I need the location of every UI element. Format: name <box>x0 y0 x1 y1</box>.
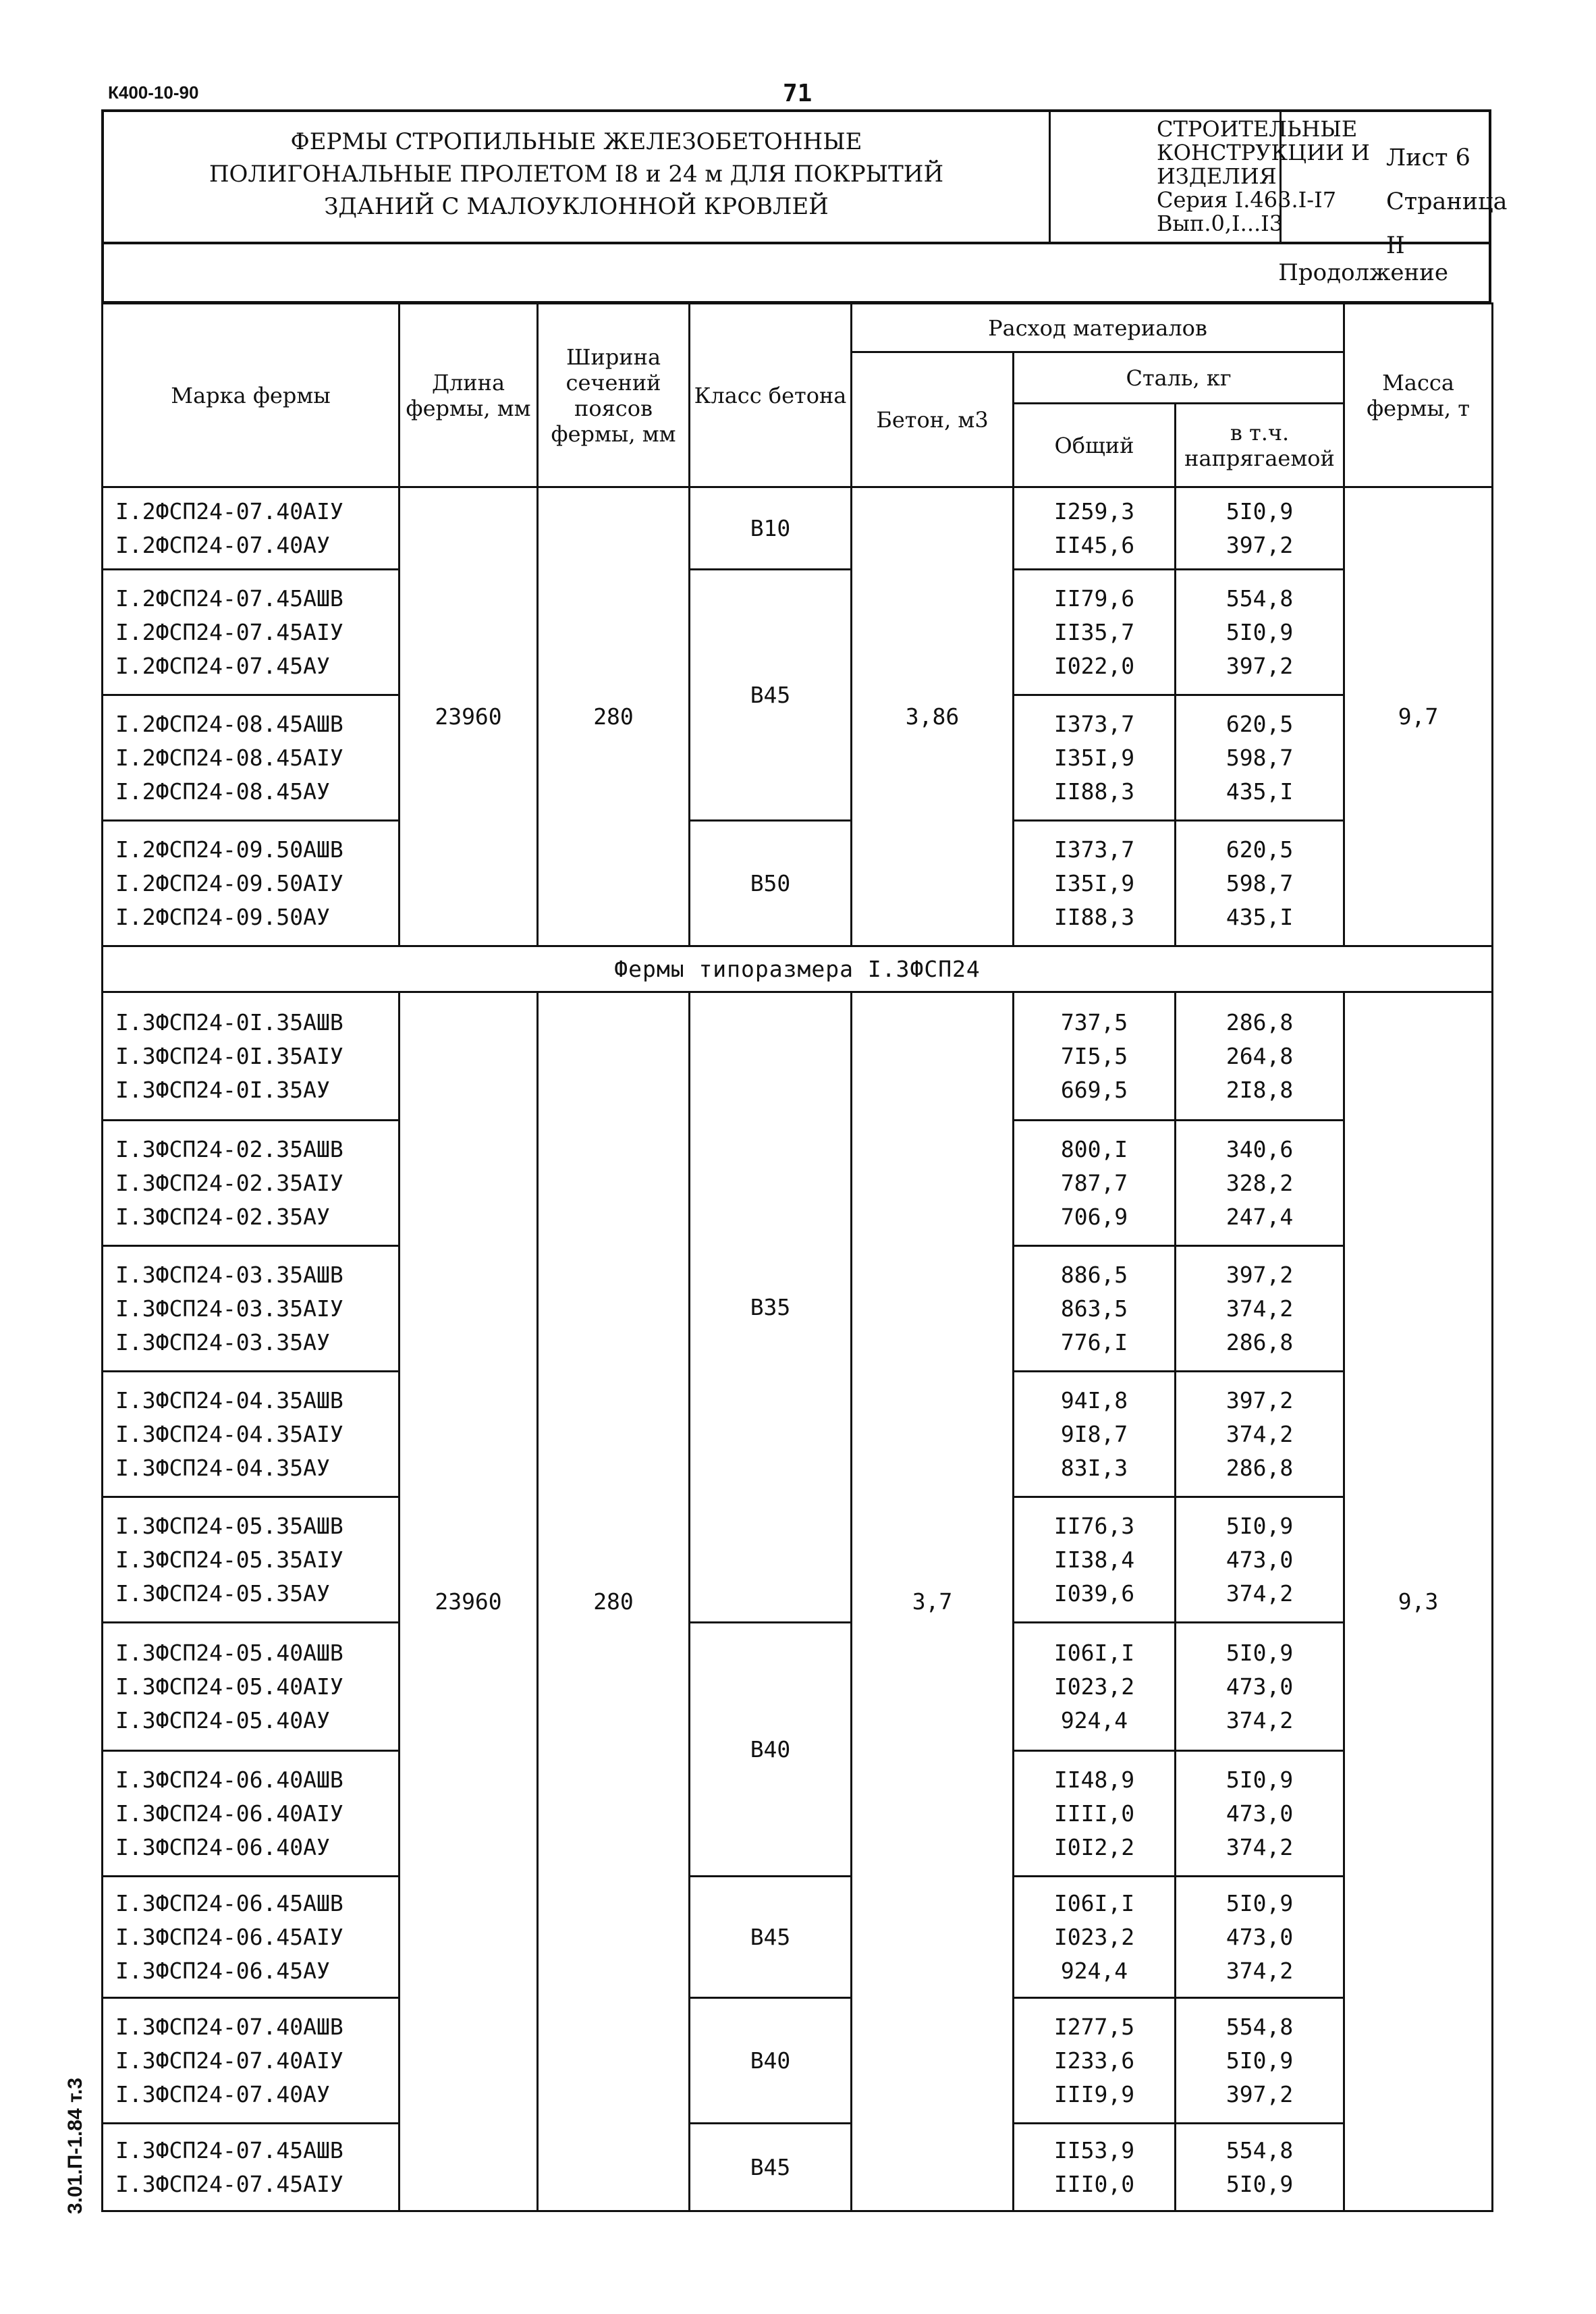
steel-prestressed: 397,2 374,2 286,8 <box>1176 1372 1344 1497</box>
title-line-1: ФЕРМЫ СТРОПИЛЬНЫЕ ЖЕЛЕЗОБЕТОННЫЕ <box>290 128 862 155</box>
steel-total: 94I,8 9I8,7 83I,3 <box>1014 1372 1176 1497</box>
mass-value: 9,7 <box>1344 487 1493 946</box>
steel-prestressed: 5I0,9 473,0 374,2 <box>1176 1497 1344 1623</box>
col-mark: Марка фермы <box>103 304 400 487</box>
title-line-2: ПОЛИГОНАЛЬНЫЕ ПРОЛЕТОМ I8 и 24 м ДЛЯ ПОКРЫТИЙ <box>209 161 944 188</box>
section-title: Фермы типоразмера I.3ФСП24 <box>103 946 1493 992</box>
steel-prestressed: 5I0,9 397,2 <box>1176 487 1344 570</box>
col-concrete-class: Класс бетона <box>690 304 852 487</box>
class-value: B10 <box>690 487 852 570</box>
table-row-mark: I.3ФСП24-0I.35AШВ I.3ФСП24-0I.35AIУ I.3ФСП24-0I.35AУ <box>103 992 400 1121</box>
steel-prestressed: 620,5 598,7 435,I <box>1176 695 1344 821</box>
steel-prestressed: 340,6 328,2 247,4 <box>1176 1121 1344 1246</box>
series-line: КОНСТРУКЦИИ И <box>1157 140 1370 165</box>
steel-total: I06I,I I023,2 924,4 <box>1014 1623 1176 1751</box>
steel-total: II79,6 II35,7 I022,0 <box>1014 570 1176 695</box>
steel-total: I277,5 I233,6 III9,9 <box>1014 1998 1176 2124</box>
title-line-3: ЗДАНИЙ С МАЛОУКЛОННОЙ КРОВЛЕЙ <box>324 193 829 220</box>
steel-total: II76,3 II38,4 I039,6 <box>1014 1497 1176 1623</box>
series-line: Вып.0,I...I3 <box>1157 211 1284 236</box>
class-value: B40 <box>690 1623 852 1877</box>
length-value: 23960 <box>400 487 538 946</box>
series-line: СТРОИТЕЛЬНЫЕ <box>1157 116 1358 142</box>
sheet-number: Лист 6 <box>1386 144 1470 171</box>
col-steel-total: Общий <box>1014 404 1176 487</box>
steel-prestressed: 5I0,9 473,0 374,2 <box>1176 1877 1344 1998</box>
col-width: Ширина сечений поясов фермы, мм <box>538 304 690 487</box>
steel-total: 800,I 787,7 706,9 <box>1014 1121 1176 1246</box>
page-label: Страница II <box>1386 188 1508 259</box>
series-info <box>1157 117 1370 236</box>
materials-table <box>101 302 1493 2212</box>
page-number: 71 <box>783 80 813 107</box>
table-row-mark: I.2ФСП24-08.45AШВ I.2ФСП24-08.45AIУ I.2ФСП24-08.45AУ <box>103 695 400 821</box>
series-line: ИЗДЕЛИЯ <box>1157 163 1277 189</box>
class-value: B45 <box>690 570 852 821</box>
steel-total: 886,5 863,5 776,I <box>1014 1246 1176 1372</box>
col-concrete: Бетон, м3 <box>852 352 1014 487</box>
class-value: B45 <box>690 1877 852 1998</box>
steel-total: II48,9 IIII,0 I0I2,2 <box>1014 1751 1176 1877</box>
title-block <box>101 109 1508 259</box>
class-value: B45 <box>690 2124 852 2211</box>
steel-prestressed: 286,8 264,8 2I8,8 <box>1176 992 1344 1121</box>
table-row-mark: I.3ФСП24-04.35AШВ I.3ФСП24-04.35AIУ I.3ФСП24-04.35AУ <box>103 1372 400 1497</box>
document-code: К400-10-90 <box>108 82 199 103</box>
steel-prestressed: 620,5 598,7 435,I <box>1176 821 1344 946</box>
steel-total: I259,3 II45,6 <box>1014 487 1176 570</box>
continuation-label: Продолжение <box>1278 259 1448 286</box>
concrete-value: 3,86 <box>852 487 1014 946</box>
table-row-mark: I.3ФСП24-06.40AШВ I.3ФСП24-06.40AIУ I.3ФСП24-06.40AУ <box>103 1751 400 1877</box>
series-line: Серия I.463.I-I7 <box>1157 187 1337 213</box>
col-length: Длина фермы, мм <box>400 304 538 487</box>
length-value: 23960 <box>400 992 538 2211</box>
table-row-mark: I.3ФСП24-02.35AШВ I.3ФСП24-02.35AIУ I.3ФСП24-02.35AУ <box>103 1121 400 1246</box>
steel-total: I06I,I I023,2 924,4 <box>1014 1877 1176 1998</box>
document-title <box>104 126 1049 223</box>
col-mass: Масса фермы, т <box>1344 304 1493 487</box>
steel-total: 737,5 7I5,5 669,5 <box>1014 992 1176 1121</box>
continuation-row <box>101 244 1491 304</box>
col-steel: Сталь, кг <box>1014 352 1344 404</box>
class-value: B50 <box>690 821 852 946</box>
table-row-mark: I.2ФСП24-07.45AШВ I.2ФСП24-07.45AIУ I.2ФСП24-07.45AУ <box>103 570 400 695</box>
table-row-mark: I.3ФСП24-03.35AШВ I.3ФСП24-03.35AIУ I.3ФСП24-03.35AУ <box>103 1246 400 1372</box>
steel-prestressed: 554,8 5I0,9 397,2 <box>1176 1998 1344 2124</box>
side-code: 3.01.П-1.84 т.3 <box>64 2077 86 2214</box>
steel-prestressed: 5I0,9 473,0 374,2 <box>1176 1623 1344 1751</box>
steel-prestressed: 554,8 5I0,9 <box>1176 2124 1344 2211</box>
table-row-mark: I.3ФСП24-07.45AШВ I.3ФСП24-07.45AIУ <box>103 2124 400 2211</box>
table-row-mark: I.2ФСП24-07.40AIУ I.2ФСП24-07.40AУ <box>103 487 400 570</box>
steel-prestressed: 554,8 5I0,9 397,2 <box>1176 570 1344 695</box>
mass-value: 9,3 <box>1344 992 1493 2211</box>
width-value: 280 <box>538 487 690 946</box>
concrete-value: 3,7 <box>852 992 1014 2211</box>
col-materials: Расход материалов <box>852 304 1344 352</box>
table-row-mark: I.3ФСП24-06.45AШВ I.3ФСП24-06.45AIУ I.3ФСП24-06.45AУ <box>103 1877 400 1998</box>
steel-prestressed: 397,2 374,2 286,8 <box>1176 1246 1344 1372</box>
width-value: 280 <box>538 992 690 2211</box>
steel-total: I373,7 I35I,9 II88,3 <box>1014 821 1176 946</box>
table-row-mark: I.3ФСП24-05.40AШВ I.3ФСП24-05.40AIУ I.3ФСП24-05.40AУ <box>103 1623 400 1751</box>
table-row-mark: I.3ФСП24-07.40AШВ I.3ФСП24-07.40AIУ I.3ФСП24-07.40AУ <box>103 1998 400 2124</box>
class-value: B40 <box>690 1998 852 2124</box>
table-row-mark: I.2ФСП24-09.50AШВ I.2ФСП24-09.50AIУ I.2ФСП24-09.50AУ <box>103 821 400 946</box>
steel-total: I373,7 I35I,9 II88,3 <box>1014 695 1176 821</box>
class-value: B35 <box>690 992 852 1623</box>
steel-prestressed: 5I0,9 473,0 374,2 <box>1176 1751 1344 1877</box>
table-row-mark: I.3ФСП24-05.35AШВ I.3ФСП24-05.35AIУ I.3ФСП24-05.35AУ <box>103 1497 400 1623</box>
col-steel-prestressed: в т.ч. напрягаемой <box>1176 404 1344 487</box>
steel-total: II53,9 III0,0 <box>1014 2124 1176 2211</box>
